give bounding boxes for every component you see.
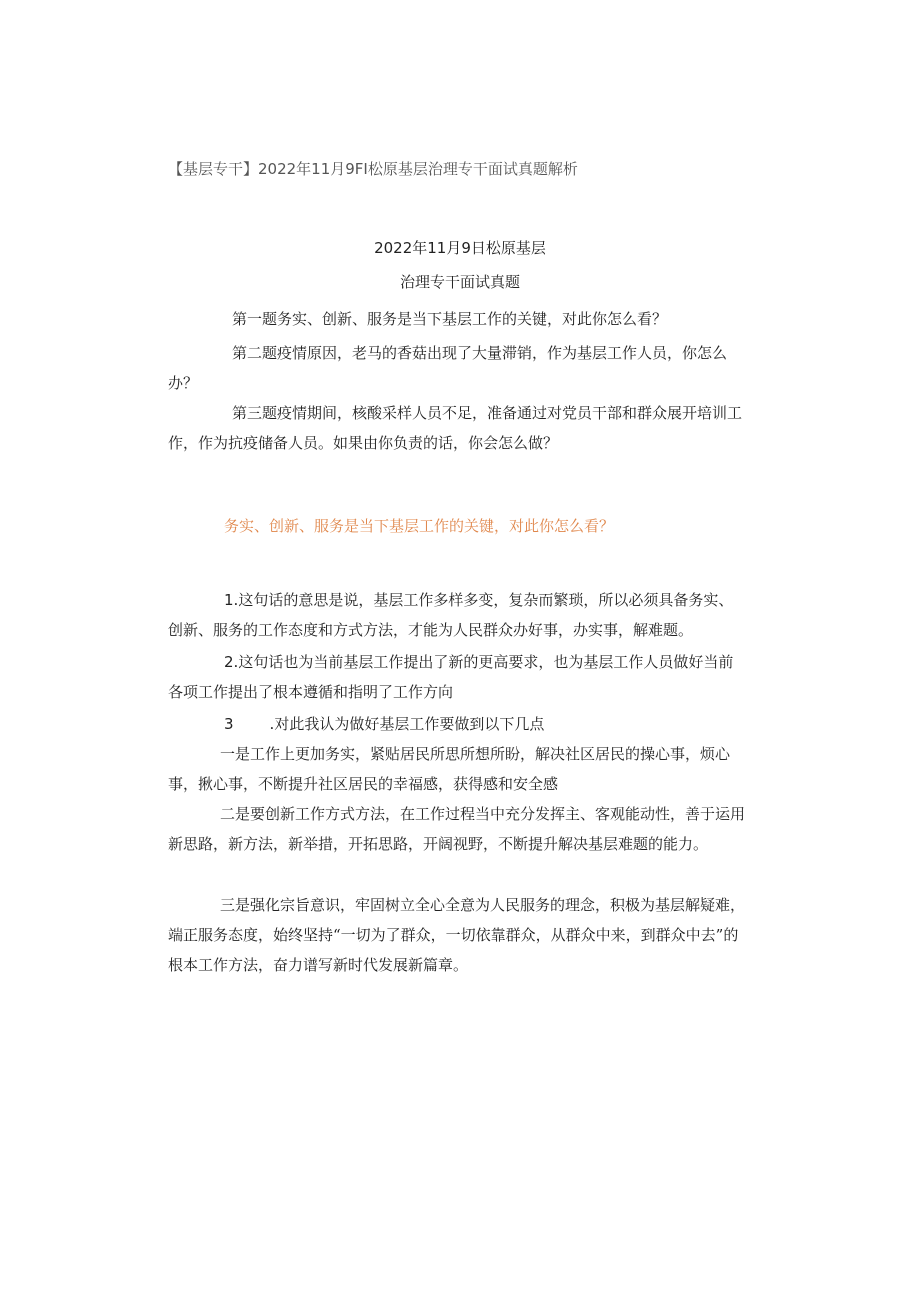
document-header: 【基层专干】2022年11月9FI松原基层治理专干面试真题解析 (168, 160, 578, 178)
answer-point-text: .对此我认为做好基层工作要做到以下几点 (269, 715, 545, 733)
answer-point-1 (168, 585, 748, 645)
answer-point-text: .这句话的意思是说，基层工作多样多变，复杂而繁琐，所以必须具备务实、创新、服务的工作态度和方式方法，才能为人民群众办好事，办实事，解难题。 (168, 591, 734, 639)
question-3: 第三题疫情期间，核酸采样人员不足，准备通过对党员干部和群众展开培训工作，作为抗疫储备人员。如果由你负责的话，你会怎么做？ (168, 404, 743, 452)
exam-title-line-2: 治理专干面试真题 (399, 273, 520, 291)
exam-title-line-1: 2022年11月9日松原基层 (374, 239, 546, 257)
question-1: 第一题务实、创新、服务是当下基层工作的关键，对此你怎么看？ (232, 310, 668, 328)
question-2: 第二题疫情原因，老马的香菇出现了大量滞销，作为基层工作人员，你怎么办？ (168, 344, 728, 392)
answer-point-number: 1 (224, 591, 234, 609)
analysis-heading: 务实、创新、服务是当下基层工作的关键，对此你怎么看？ (224, 517, 615, 535)
answer-point-2 (168, 647, 748, 707)
answer-point-number: 3 (224, 715, 234, 733)
answer-paragraph-2: 二是要创新工作方式方法，在工作过程当中充分发挥主、客观能动性，善于运用新思路，新方法，新举措，开拓思路，开阔视野，不断提升解决基层难题的能力。 (168, 805, 746, 853)
answer-point-3 (168, 709, 748, 739)
answer-point-text: .这句话也为当前基层工作提出了新的更高要求，也为基层工作人员做好当前各项工作提出了根本遵循和指明了工作方向 (168, 653, 734, 701)
answer-paragraph-3: 三是强化宗旨意识，牢固树立全心全意为人民服务的理念，积极为基层解疑难，端正服务态度，始终坚持“一切为了群众，一切依靠群众，从群众中来，到群众中去”的根本工作方法，奋力谱写新时代发展新篇章。 (168, 896, 746, 974)
answer-point-number: 2 (224, 653, 234, 671)
answer-paragraph-1: 一是工作上更加务实，紧贴居民所思所想所盼，解决社区居民的操心事，烦心事，揪心事，不断提升社区居民的幸福感，获得感和安全感 (168, 745, 731, 793)
